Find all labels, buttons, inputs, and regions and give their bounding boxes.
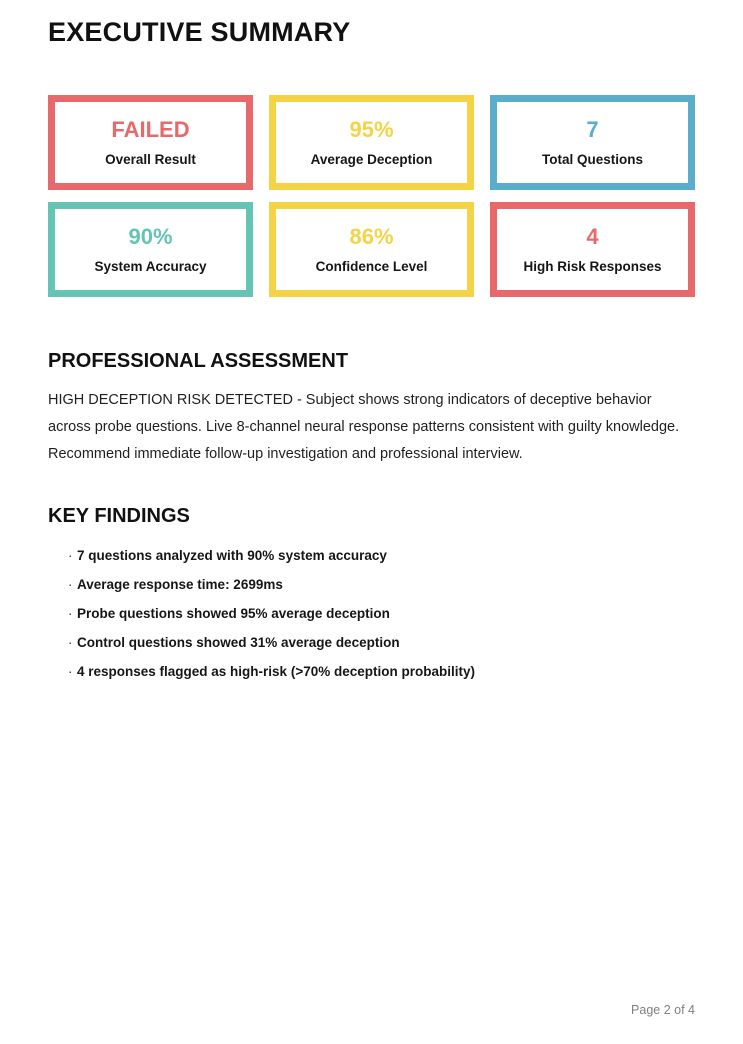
page-title: EXECUTIVE SUMMARY	[48, 17, 351, 47]
professional-assessment-heading: PROFESSIONAL ASSESSMENT	[48, 350, 349, 372]
key-finding-item: · Probe questions showed 95% average deception	[68, 606, 695, 621]
stat-label: Total Questions	[541, 151, 643, 167]
key-finding-item: · Average response time: 2699ms	[68, 577, 695, 592]
stat-value: 86%	[349, 223, 394, 249]
stat-label: High Risk Responses	[523, 258, 662, 274]
stat-value: 90%	[128, 223, 173, 249]
key-findings-heading: KEY FINDINGS	[48, 505, 190, 527]
stat-value: 95%	[349, 116, 394, 142]
stat-card-high-risk-responses	[490, 202, 695, 297]
stat-label: Overall Result	[105, 151, 196, 167]
key-finding-item: · 4 responses flagged as high-risk (>70% deception probability)	[68, 664, 695, 679]
key-finding-item: · Control questions showed 31% average deception	[68, 635, 695, 650]
stat-card-grid	[48, 95, 695, 297]
stat-card-total-questions	[490, 95, 695, 190]
professional-assessment-section	[48, 350, 695, 468]
key-finding-item: · 7 questions analyzed with 90% system accuracy	[68, 548, 695, 563]
stat-value: 4	[586, 223, 599, 249]
key-findings-section	[48, 505, 695, 679]
stat-value: 7	[586, 116, 599, 142]
professional-assessment-body: HIGH DECEPTION RISK DETECTED - Subject shows strong indicators of deceptive behavior across probe questions. Live 8-channel neural response patterns consistent with guilty knowledge. Recommend immediate follow-up investigation and professional interview.	[48, 392, 680, 462]
stat-label: Average Deception	[310, 151, 433, 167]
stat-card-confidence-level	[269, 202, 474, 297]
stat-card-average-deception	[269, 95, 474, 190]
stat-label: Confidence Level	[315, 258, 428, 274]
stat-card-overall-result	[48, 95, 253, 190]
stat-label: System Accuracy	[94, 258, 207, 274]
stat-value: FAILED	[111, 116, 190, 142]
stat-card-system-accuracy	[48, 202, 253, 297]
key-findings-list	[48, 548, 695, 679]
page-number: Page 2 of 4	[631, 1003, 695, 1017]
